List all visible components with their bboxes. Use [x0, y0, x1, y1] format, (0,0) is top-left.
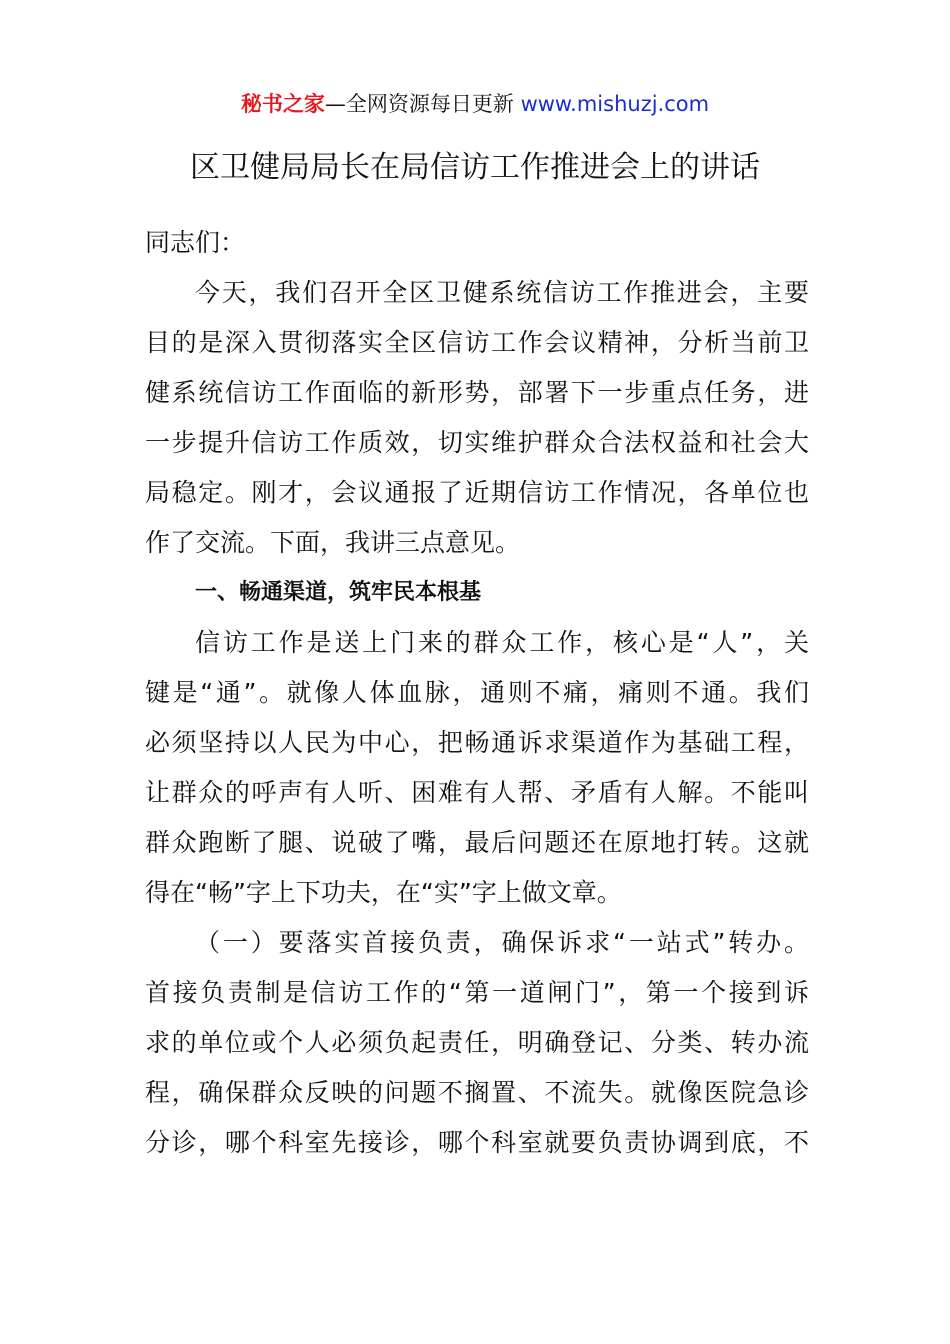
- paragraph-line: 必须坚持以人民为中心，把畅通诉求渠道作为基础工程，: [145, 728, 809, 757]
- paragraph-line: 一步提升信访工作质效，切实维护群众合法权益和社会大: [145, 428, 809, 457]
- paragraph-line: 局稳定。刚才，会议通报了近期信访工作情况，各单位也: [145, 478, 809, 507]
- paragraph-line: 信访工作是送上门来的群众工作，核心是“人”，关: [195, 628, 809, 657]
- paragraph-line: 让群众的呼声有人听、困难有人帮、矛盾有人解。不能叫: [145, 778, 809, 807]
- paragraph-line: 求的单位或个人必须负起责任，明确登记、分类、转办流: [145, 1028, 809, 1057]
- paragraph-line: 键是“通”。就像人体血脉，通则不痛，痛则不通。我们: [145, 678, 809, 707]
- paragraph-line: 程，确保群众反映的问题不搁置、不流失。就像医院急诊: [145, 1078, 809, 1107]
- section-heading: 一、畅通渠道，筑牢民本根基: [195, 580, 482, 605]
- paragraph-line: 首接负责制是信访工作的“第一道闸门”，第一个接到诉: [145, 978, 809, 1007]
- header-tagline: —全网资源每日更新: [324, 92, 521, 116]
- paragraph-line: 得在“畅”字上下功夫，在“实”字上做文章。: [145, 878, 622, 907]
- paragraph-line: 分诊，哪个科室先接诊，哪个科室就要负责协调到底，不: [145, 1128, 809, 1157]
- paragraph-line: 群众跑断了腿、说破了嘴，最后问题还在原地打转。这就: [145, 828, 809, 857]
- paragraph-line: 今天，我们召开全区卫健系统信访工作推进会，主要: [195, 278, 809, 307]
- paragraph-line: 目的是深入贯彻落实全区信访工作会议精神，分析当前卫: [145, 328, 809, 357]
- paragraph-line: 作了交流。下面，我讲三点意见。: [145, 528, 521, 557]
- salutation-line: 同志们：: [145, 228, 246, 257]
- paragraph-line: （一）要落实首接负责，确保诉求“一站式”转办。: [195, 928, 809, 957]
- paragraph-line: 健系统信访工作面临的新形势，部署下一步重点任务，进: [145, 378, 809, 407]
- document-body: [145, 218, 809, 1168]
- site-url-link[interactable]: www.mishuzj.com: [520, 92, 710, 116]
- brand-name: 秘书之家: [240, 92, 325, 116]
- site-header: [0, 86, 950, 122]
- document-title: 区卫健局局长在局信访工作推进会上的讲话: [190, 150, 760, 185]
